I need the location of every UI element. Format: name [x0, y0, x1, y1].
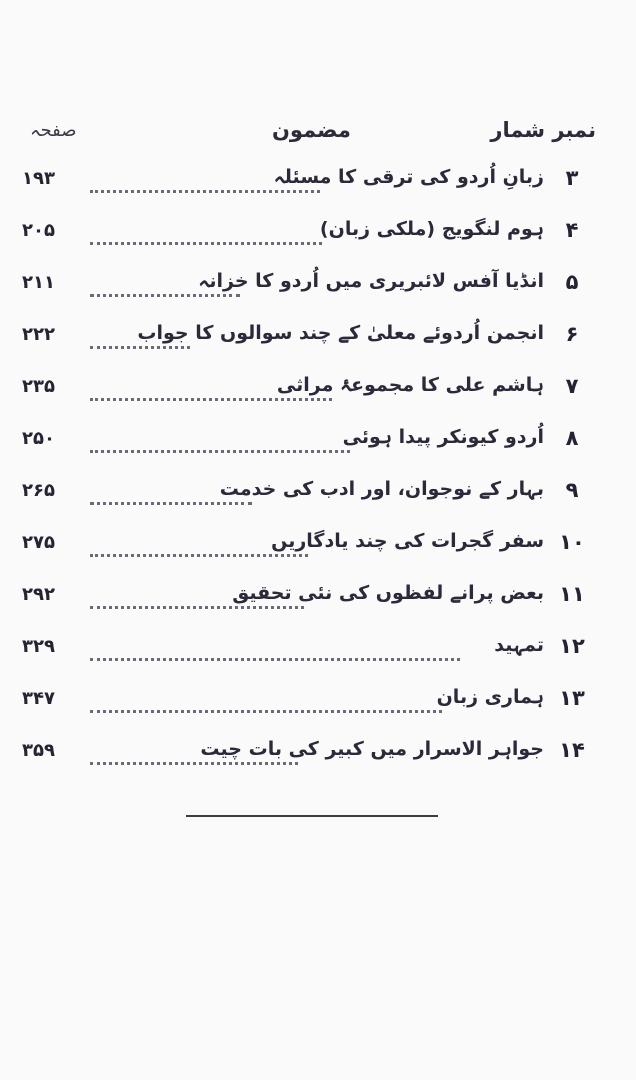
toc-entry	[0, 576, 636, 628]
entry-title: بہار کے نوجوان، اور ادب کی خدمت	[219, 478, 544, 500]
entry-title: انجمن اُردوئے معلیٰ کے چند سوالوں کا جواب	[137, 322, 544, 344]
entry-number: ۱۳	[559, 686, 585, 710]
entry-page-number: ۲۷۵	[22, 532, 55, 553]
dotted-leader	[90, 378, 332, 401]
subject-heading: مضمون	[272, 118, 351, 142]
entry-number: ۱۱	[559, 582, 585, 606]
entry-page-number: ۲۳۵	[22, 376, 55, 397]
toc-entry	[0, 368, 636, 420]
toc-entry	[0, 420, 636, 472]
entry-number: ۶	[565, 322, 579, 346]
entry-title: بعض پرانے لفظوں کی نئی تحقیق	[232, 582, 544, 604]
dotted-leader	[90, 690, 442, 713]
dotted-leader	[90, 482, 252, 505]
entry-page-number: ۲۰۵	[22, 220, 55, 241]
entry-title: جواہر الاسرار میں کبیر کی بات چیت	[200, 738, 544, 760]
toc-entry	[0, 472, 636, 524]
entry-title: تمہید	[494, 634, 544, 656]
toc-entry	[0, 264, 636, 316]
entry-number: ۱۴	[559, 738, 585, 762]
toc-entry	[0, 212, 636, 264]
toc-list	[0, 160, 636, 784]
entry-page-number: ۲۲۲	[22, 324, 55, 345]
entry-number: ۸	[565, 426, 579, 450]
dotted-leader	[90, 534, 308, 557]
toc-entry	[0, 628, 636, 680]
entry-page-number: ۲۹۲	[22, 584, 55, 605]
dotted-leader	[90, 430, 350, 453]
entry-page-number: ۳۵۹	[22, 740, 55, 761]
entry-number: ۳	[565, 166, 579, 190]
toc-entry	[0, 680, 636, 732]
entry-page-number: ۲۶۵	[22, 480, 55, 501]
toc-entry	[0, 160, 636, 212]
dotted-leader	[90, 274, 240, 297]
entry-page-number: ۳۲۹	[22, 636, 55, 657]
entry-page-number: ۲۱۱	[22, 272, 55, 293]
toc-entry	[0, 732, 636, 784]
entry-title: ہاشم علی کا مجموعۂ مراثی	[276, 374, 544, 396]
entry-number: ۵	[565, 270, 579, 294]
entry-number: ۹	[565, 478, 579, 502]
dotted-leader	[90, 742, 298, 765]
entry-number: ۱۲	[559, 634, 585, 658]
entry-number: ۷	[565, 374, 579, 398]
entry-title: اُردو کیونکر پیدا ہوئی	[342, 426, 544, 448]
toc-entry	[0, 524, 636, 576]
dotted-leader	[90, 170, 320, 193]
entry-title: سفر گجرات کی چند یادگاریں	[271, 530, 544, 552]
page-number-heading: صفحہ	[30, 120, 77, 141]
entry-title: ہوم لنگویج (ملکی زبان)	[319, 218, 544, 240]
dotted-leader	[90, 638, 460, 661]
entry-number: ۴	[565, 218, 579, 242]
entry-page-number: ۱۹۳	[22, 168, 55, 189]
entry-title: ہماری زبان	[436, 686, 544, 708]
dotted-leader	[90, 586, 304, 609]
entry-page-number: ۲۵۰	[22, 428, 55, 449]
toc-entry	[0, 316, 636, 368]
entry-page-number: ۳۴۷	[22, 688, 55, 709]
entry-title: انڈیا آفس لائبریری میں اُردو کا خزانہ	[198, 270, 544, 292]
dotted-leader	[90, 326, 190, 349]
dotted-leader	[90, 222, 322, 245]
entry-number: ۱۰	[559, 530, 585, 554]
toc-header	[0, 112, 636, 152]
serial-number-heading: نمبر شمار	[490, 118, 596, 142]
entry-title: زبانِ اُردو کی ترقی کا مسئلہ	[273, 166, 544, 188]
end-divider	[186, 815, 438, 817]
